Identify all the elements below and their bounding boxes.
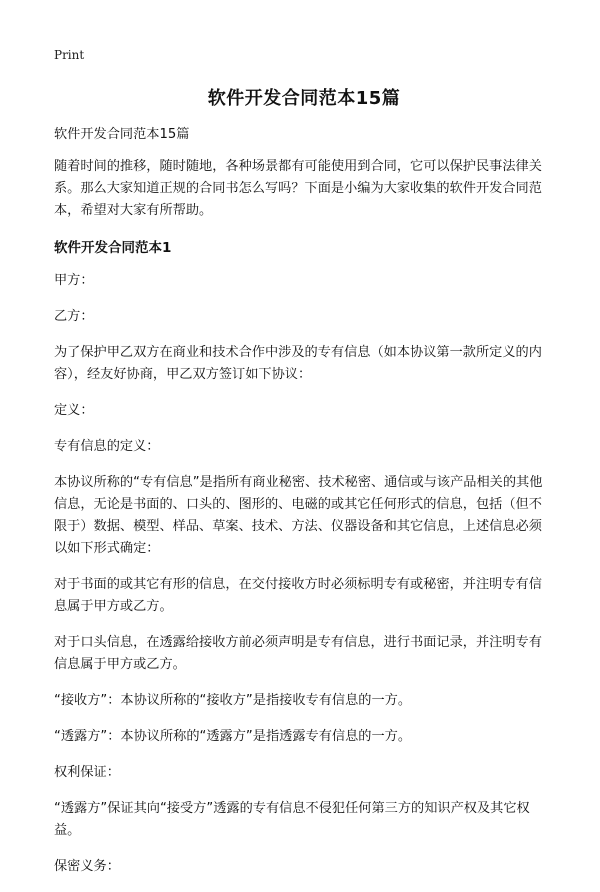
proprietary-info-definition-label: 专有信息的定义： xyxy=(54,439,160,454)
document-title: 软件开发合同范本15篇 xyxy=(207,88,401,109)
document-subtitle: 软件开发合同范本15篇 xyxy=(54,127,190,142)
disclosing-party-paragraph: “透露方”：本协议所称的“透露方”是指透露专有信息的一方。 xyxy=(54,729,412,744)
confidentiality-label: 保密义务： xyxy=(54,859,120,874)
definitions-label: 定义： xyxy=(54,403,94,418)
written-info-paragraph: 对于书面的或其它有形的信息，在交付接收方时必须标明专有或秘密，并注明专有信息属于甲方或乙方。 xyxy=(54,577,542,614)
purpose-paragraph: 为了保护甲乙双方在商业和技术合作中涉及的专有信息（如本协议第一款所定义的内容），经友好协商，甲乙双方签订如下协议： xyxy=(54,345,542,382)
party-b-label: 乙方： xyxy=(54,309,94,324)
party-a-label: 甲方： xyxy=(54,273,94,288)
oral-info-paragraph: 对于口头信息，在透露给接收方前必须声明是专有信息，进行书面记录，并注明专有信息属于甲方或乙方。 xyxy=(54,635,542,672)
print-link[interactable]: Print xyxy=(54,48,85,62)
warranty-label: 权利保证： xyxy=(54,765,120,780)
section-heading: 软件开发合同范本1 xyxy=(54,240,172,256)
receiving-party-paragraph: “接收方”：本协议所称的“接收方”是指接收专有信息的一方。 xyxy=(54,693,412,708)
proprietary-info-paragraph: 本协议所称的“专有信息”是指所有商业秘密、技术秘密、通信或与该产品相关的其他信息，无论是书面的、口头的、图形的、电磁的或其它任何形式的信息，包括（但不限于）数据、模型、样品、草案、技术、方法、仪器设备和其它信息，上述信息必须以如下形式确定： xyxy=(54,475,543,556)
warranty-paragraph: “透露方”保证其向“接受方”透露的专有信息不侵犯任何第三方的知识产权及其它权益。 xyxy=(54,801,530,838)
document-page xyxy=(54,44,554,892)
intro-paragraph: 随着时间的推移，随时随地，各种场景都有可能使用到合同，它可以保护民事法律关系。那么大家知道正规的合同书怎么写吗？下面是小编为大家收集的软件开发合同范本，希望对大家有所帮助。 xyxy=(54,159,542,218)
